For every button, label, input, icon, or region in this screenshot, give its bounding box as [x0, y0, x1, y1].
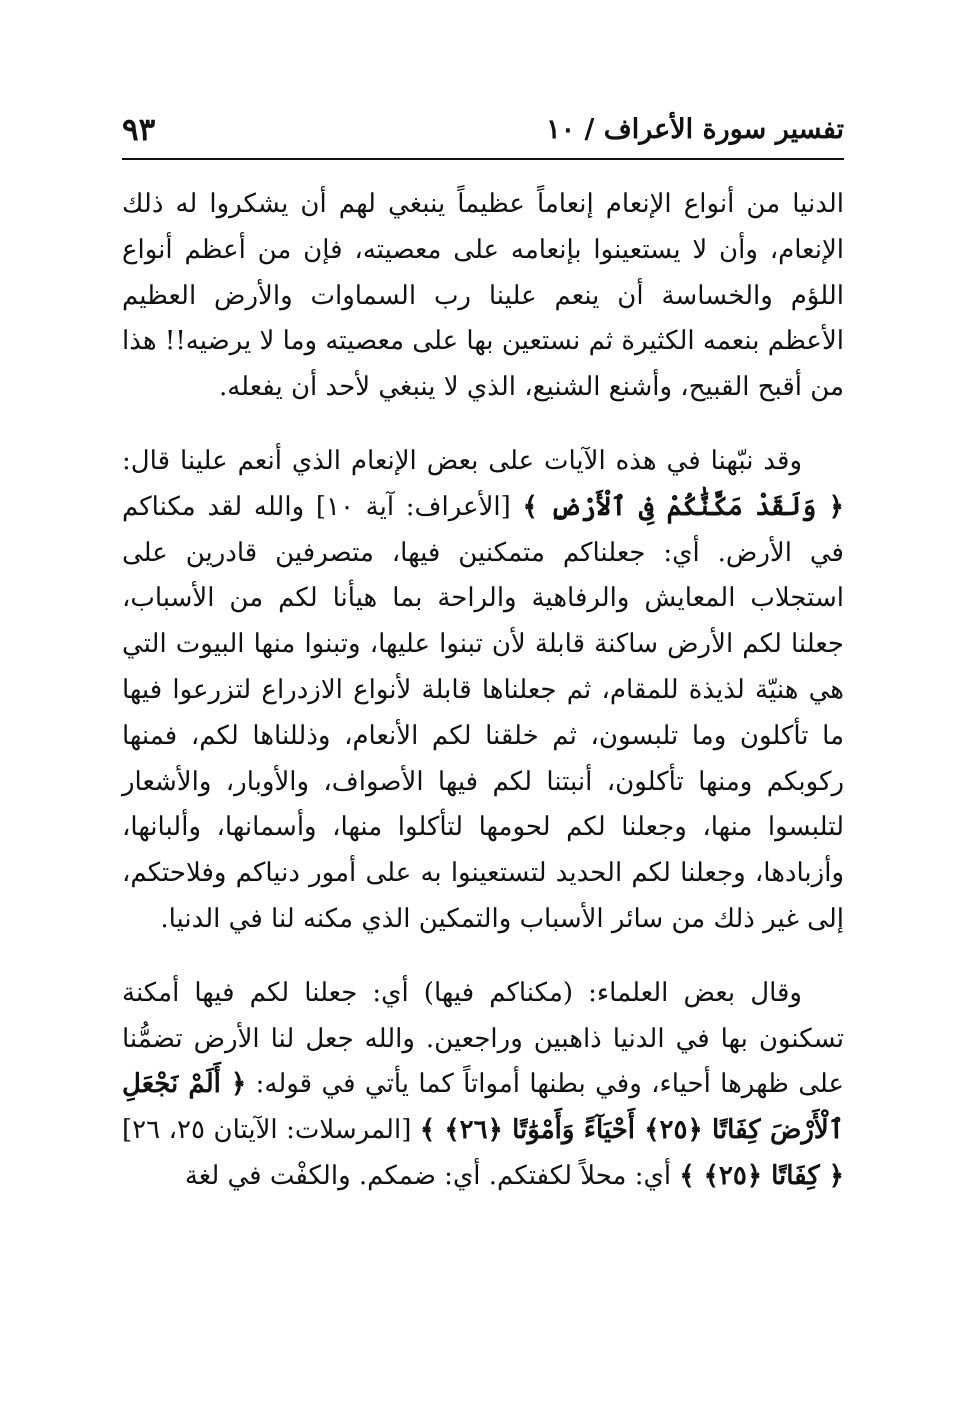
page-number: ٩٣	[122, 112, 156, 148]
header-divider	[122, 158, 844, 160]
paragraph-3-intro: وقال بعض العلماء: (مكناكم فيها) أي: جعلنا لكم فيها أمكنة تسكنون بها في الدنيا ذاهبين وراجعين. والله جعل لنا الأرض تضمُّنا على ظهرها أحياء، وفي بطنها أمواتاً كما يأتي في قوله:	[122, 977, 844, 1100]
paragraph-2-intro: وقد نبّهنا في هذه الآيات على بعض الإنعام الذي أنعم علينا قال:	[122, 445, 802, 476]
verse-reference: [المرسلات: الآيتان ٢٥، ٢٦]	[122, 1115, 420, 1146]
paragraph-1: الدنيا من أنواع الإنعام إنعاماً عظيماً ينبغي لهم أن يشكروا له ذلك الإنعام، وأن لا يستعينوا بإنعامه على معصيته، فإن من أعظم أنواع اللؤم والخساسة أن ينعم علينا رب السماوات والأرض العظيم الأعظم بنعمه الكثيرة ثم نستعين بها على معصيته وما لا يرضيه!! هذا من أقبح القبيح، وأشنع الشنيع، الذي لا ينبغي لأحد أن يفعله.	[122, 189, 844, 403]
page-header	[122, 108, 844, 154]
paragraph-3-text: أي: محلاً لكفتكم. أي: ضمكم. والكفْت في لغة	[184, 1160, 680, 1191]
running-title: تفسير سورة الأعراف / ١٠	[546, 114, 844, 145]
paragraph-2	[122, 439, 844, 943]
paragraph-2-text: [الأعراف: آية ١٠] والله لقد مكناكم في الأرض. أي: جعلناكم متمكنين فيها، متصرفين قادرين على استجلاب المعايش والرفاهية والراحة بما هيأنا لكم من الأسباب، جعلنا لكم الأرض ساكنة قابلة لأن تبنوا عليها، وتبنوا منها البيوت التي هي هنيّة لذيذة للمقام، ثم جعلناها قابلة لأنواع الازدراع لتزرعوا فيها ما تأكلون وما تلبسون، ثم خلقنا لكم الأنعام، وذللناها لكم، فمنها ركوبكم ومنها تأكلون، أنبتنا لكم فيها الأصواف، والأوبار، والأشعار لتلبسوا منها، وجعلنا لكم لحومها لتأكلوا منها، وأسمانها، وألبانها، وأزبادها، وجعلنا لكم الحديد لتستعينوا به على أمور دنياكم وفلاحتكم، إلى غير ذلك من سائر الأسباب والتمكين الذي مكنه لنا في الدنيا.	[122, 491, 844, 934]
quran-verse: ﴿ كِفَاتًا ﴿٢٥﴾ ﴾	[679, 1160, 844, 1191]
paragraph-3	[122, 971, 844, 1200]
quran-verse: ﴿ وَلَقَدْ مَكَّنَّٰكُمْ فِى ٱلْأَرْضِ ﴾	[522, 491, 844, 522]
body-text	[122, 182, 844, 1200]
quran-verse: ﴿ أَلَمْ نَجْعَلِ ٱلْأَرْضَ كِفَاتًا ﴿٢٥﴾ أَحْيَآءً وَأَمْوَٰتًا ﴿٢٦﴾ ﴾	[122, 1069, 844, 1146]
